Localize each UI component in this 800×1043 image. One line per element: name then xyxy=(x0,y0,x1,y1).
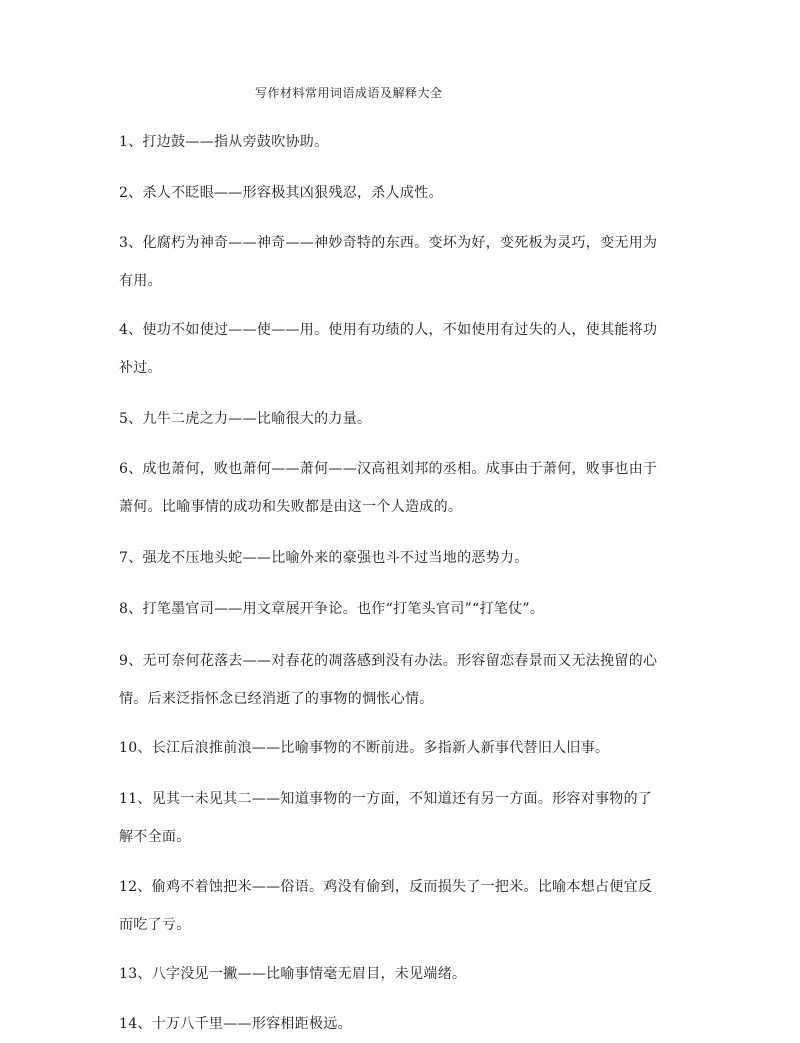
entry-line: 13、八字没见一撇——比喻事情毫无眉目，未见端绪。 xyxy=(119,966,467,982)
entry-4 xyxy=(119,311,684,387)
entry-line: 补过。 xyxy=(119,360,162,376)
entry-line: 11、见其一未见其二——知道事物的一方面，不知道还有另一方面。形容对事物的了 xyxy=(119,791,653,807)
entry-10 xyxy=(119,729,684,767)
entry-6 xyxy=(119,450,684,526)
entry-7 xyxy=(119,539,684,577)
document-title: 写作材料常用词语成语及解释大全 xyxy=(255,86,443,100)
entry-line: 5、九牛二虎之力——比喻很大的力量。 xyxy=(119,411,372,427)
entry-line: 3、化腐朽为神奇——神奇——神妙奇特的东西。变坏为好，变死板为灵巧，变无用为 xyxy=(119,235,658,251)
entry-line: 10、长江后浪推前浪——比喻事物的不断前进。多指新人新事代替旧人旧事。 xyxy=(119,740,610,756)
entry-line: 情。后来泛指怀念已经消逝了的事物的惆怅心情。 xyxy=(119,691,434,707)
entry-2 xyxy=(119,174,684,212)
entry-8 xyxy=(119,590,684,628)
entry-11 xyxy=(119,780,684,856)
entry-3 xyxy=(119,224,684,300)
entry-line: 4、使功不如使过——使——用。使用有功绩的人，不如使用有过失的人，使其能将功 xyxy=(119,322,658,338)
entry-line: 8、打笔墨官司——用文章展开争论。也作“打笔头官司”“打笔仗”。 xyxy=(119,601,545,617)
entry-9 xyxy=(119,642,684,718)
entry-line: 9、无可奈何花落去——对春花的凋落感到没有办法。形容留恋春景而又无法挽留的心 xyxy=(119,653,658,669)
entry-12 xyxy=(119,868,684,944)
entry-13 xyxy=(119,955,684,993)
entry-line: 有用。 xyxy=(119,273,162,289)
entry-line: 6、成也萧何，败也萧何——萧何——汉高祖刘邦的丞相。成事由于萧何，败事也由于 xyxy=(119,461,658,477)
entry-line: 14、十万八千里——形容相距极远。 xyxy=(119,1016,352,1032)
entry-1 xyxy=(119,123,684,161)
entry-14 xyxy=(119,1005,684,1043)
entry-line: 而吃了亏。 xyxy=(119,917,191,933)
entry-line: 7、强龙不压地头蛇——比喻外来的豪强也斗不过当地的恶势力。 xyxy=(119,550,529,566)
entry-line: 解不全面。 xyxy=(119,829,191,845)
entry-line: 12、偷鸡不着蚀把米——俗语。鸡没有偷到，反而损失了一把米。比喻本想占便宜反 xyxy=(119,879,653,895)
entry-line: 1、打边鼓——指从旁鼓吹协助。 xyxy=(119,134,329,150)
entry-line: 2、杀人不眨眼——形容极其凶狠残忍，杀人成性。 xyxy=(119,185,443,201)
entry-line: 萧何。比喻事情的成功和失败都是由这一个人造成的。 xyxy=(119,499,463,515)
entry-5 xyxy=(119,400,684,438)
